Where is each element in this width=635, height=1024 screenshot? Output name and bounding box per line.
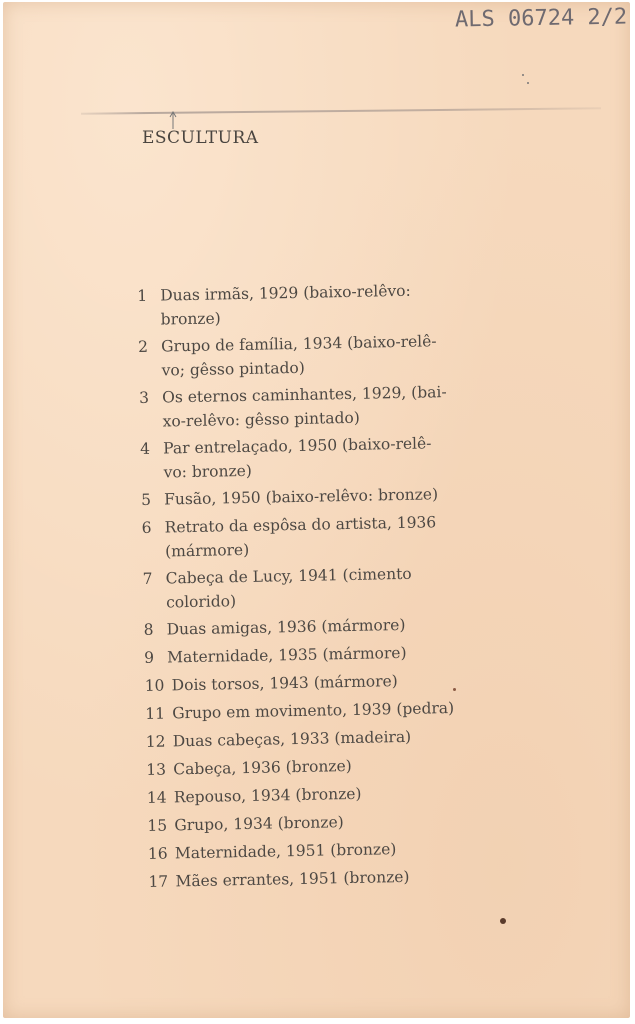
item-text: [175, 835, 508, 865]
item-line: vo: bronze): [163, 461, 253, 482]
list-item: [146, 751, 506, 782]
list-item: [148, 863, 508, 894]
item-number: 10: [144, 676, 165, 695]
list-item: [144, 639, 504, 670]
item-text: [164, 509, 502, 563]
item-number: 3: [139, 388, 150, 407]
pencil-arrow-icon: [169, 110, 177, 130]
item-line: Dois torsos, 1943 (mármore): [171, 672, 398, 695]
item-line: Duas cabeças, 1933 (madeira): [172, 727, 412, 751]
item-number: 11: [145, 704, 166, 723]
list-item: [140, 430, 501, 485]
list-item: [141, 509, 502, 564]
item-text: [162, 379, 500, 433]
item-number: 6: [141, 518, 152, 537]
item-line: Grupo em movimento, 1939 (pedra): [172, 698, 455, 723]
item-line: Cabeça de Lucy, 1941 (cimento: [165, 564, 412, 588]
item-text: [163, 430, 501, 484]
item-number: 17: [148, 872, 169, 891]
section-heading: ESCULTURA: [142, 128, 259, 148]
item-text: [160, 277, 498, 331]
item-line: Par entrelaçado, 1950 (baixo-relê-: [162, 434, 432, 458]
list-item: [147, 779, 507, 810]
item-text: [166, 611, 503, 641]
item-text: [164, 481, 501, 511]
list-item: [144, 667, 504, 698]
item-text: [174, 807, 507, 837]
item-number: 7: [142, 569, 153, 588]
item-line: Maternidade, 1935 (mármore): [167, 643, 407, 667]
paper-speck: [453, 688, 456, 691]
item-number: 15: [147, 816, 168, 835]
paper-speck: [522, 74, 524, 76]
item-line: Fusão, 1950 (baixo-relêvo: bronze): [163, 485, 439, 509]
item-number: 4: [139, 439, 151, 458]
paper-speck: [500, 918, 506, 924]
list-item: [138, 328, 499, 383]
item-number: 16: [147, 844, 168, 863]
list-item: [142, 560, 503, 615]
item-line: Os eternos caminhantes, 1929, (bai-: [162, 383, 447, 407]
item-number: 2: [138, 337, 149, 356]
item-line: Cabeça, 1936 (bronze): [173, 756, 352, 779]
list-item: [137, 277, 498, 332]
item-number: 12: [145, 732, 166, 751]
item-number: 14: [146, 788, 167, 807]
item-line: Retrato da espôsa do artista, 1936: [164, 513, 437, 537]
item-number: 5: [140, 490, 152, 509]
list-item: [139, 379, 500, 434]
item-text: [171, 667, 504, 697]
item-line: Repouso, 1934 (bronze): [173, 784, 362, 807]
item-number: 8: [143, 620, 154, 639]
item-text: [174, 779, 507, 809]
item-line: Mães errantes, 1951 (bronze): [175, 867, 410, 891]
item-line: Grupo de família, 1934 (baixo-relê-: [161, 332, 437, 356]
paper-speck: [527, 82, 529, 84]
item-number: 9: [144, 648, 155, 667]
item-line: (mármore): [164, 540, 250, 561]
item-text: [175, 863, 508, 893]
item-text: [173, 751, 506, 781]
item-line: xo-relêvo: gêsso pintado): [162, 408, 360, 431]
item-line: bronze): [160, 309, 221, 329]
item-line: Duas amigas, 1936 (mármore): [166, 615, 406, 639]
pencil-rule-line: [81, 107, 601, 114]
item-line: Duas irmãs, 1929 (baixo-relêvo:: [160, 281, 411, 305]
list-item: [147, 807, 507, 838]
list-item: [148, 835, 508, 866]
catalog-page: [3, 2, 630, 1018]
archive-reference-mark: ALS 06724 2/2: [454, 4, 628, 33]
item-number: 13: [146, 760, 167, 779]
item-line: Maternidade, 1951 (bronze): [174, 840, 397, 863]
item-number: 1: [137, 286, 148, 305]
list-item: [141, 481, 501, 512]
item-text: [165, 560, 503, 614]
sculpture-list: [137, 277, 509, 898]
item-line: vo; gêsso pintado): [161, 358, 305, 380]
item-text: [161, 328, 499, 382]
item-line: Grupo, 1934 (bronze): [174, 813, 344, 835]
item-text: [173, 723, 506, 753]
item-text: [167, 639, 504, 669]
item-line: colorido): [165, 592, 237, 612]
list-item: [143, 611, 503, 642]
item-text: [172, 695, 505, 725]
list-item: [145, 695, 505, 726]
list-item: [146, 723, 506, 754]
